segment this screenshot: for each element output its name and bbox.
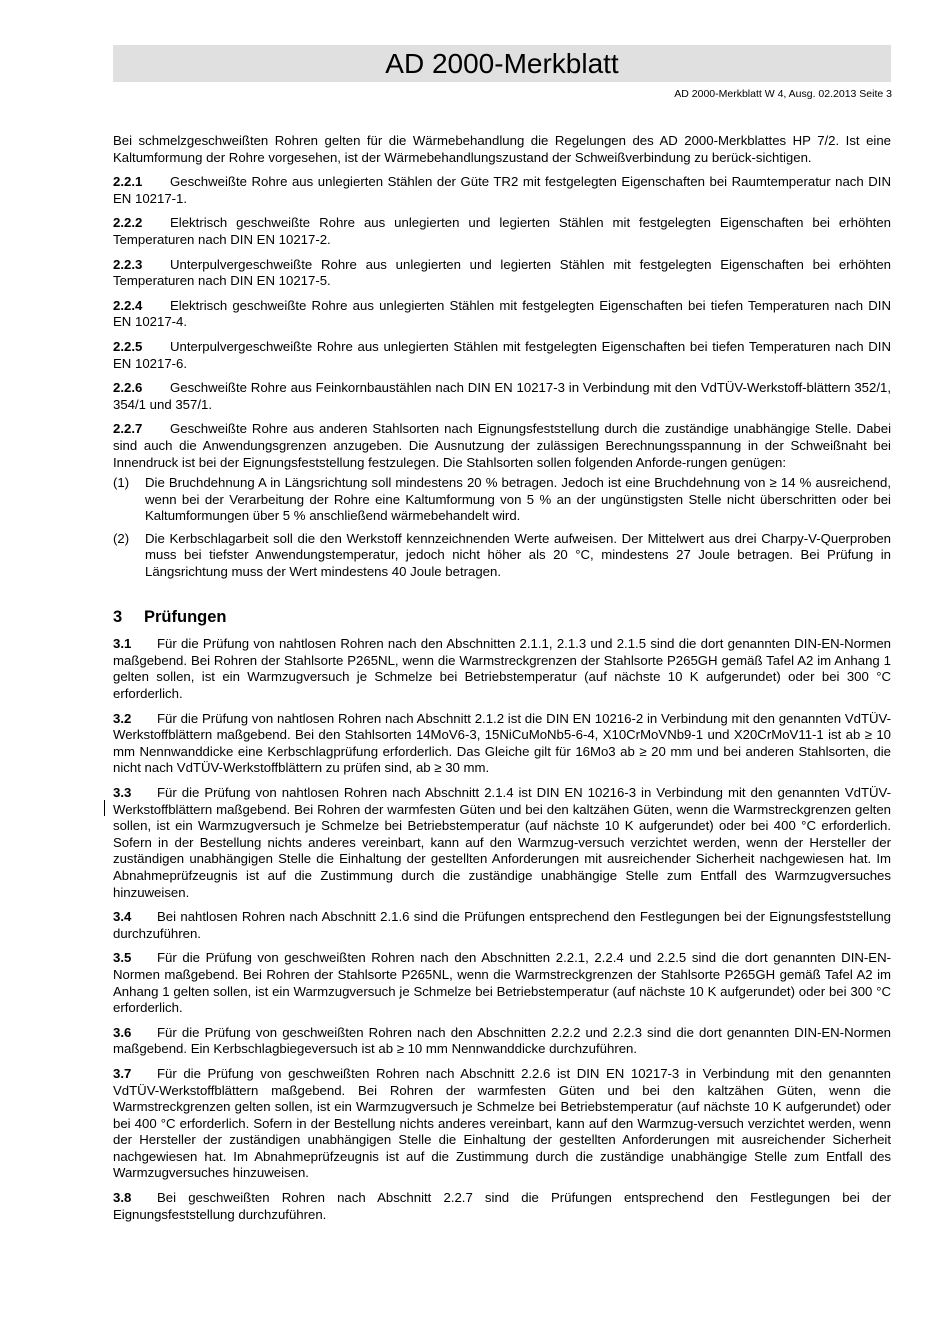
- heading-title: Prüfungen: [144, 607, 227, 626]
- paragraph-2-2-6: [113, 380, 891, 413]
- section-text: Elektrisch geschweißte Rohre aus unlegierten Stählen mit festgelegten Eigenschaften bei tiefen Temperaturen nach DIN EN 10217-4.: [113, 297, 891, 330]
- paragraph-2-2-5: [113, 339, 891, 372]
- paragraph-2-2-7: [113, 421, 891, 471]
- paragraph-3-4: [113, 909, 891, 942]
- section-text: Unterpulvergeschweißte Rohre aus unlegierten Stählen mit festgelegten Eigenschaften bei tiefen Temperaturen nach DIN EN 10217-6.: [113, 338, 891, 371]
- section-text: Bei nahtlosen Rohren nach Abschnitt 2.1.6 sind die Prüfungen entsprechend den Festlegungen bei der Eignungsfeststellung durchzuführen.: [113, 909, 891, 941]
- section-number: 3.6: [113, 1024, 132, 1040]
- document-title-bar: [113, 45, 891, 82]
- section-number: 3.7: [113, 1065, 132, 1081]
- paragraph-2-2-2: [113, 215, 891, 248]
- list-item: [113, 475, 891, 525]
- section-number: 3.3: [113, 785, 132, 800]
- paragraph-2-2-1: [113, 174, 891, 207]
- section-text: Geschweißte Rohre aus Feinkornbaustählen nach DIN EN 10217-3 in Verbindung mit den VdTÜV-Werkstoff-blättern 352/1, 354/1 und 357/1.: [113, 380, 891, 412]
- section-text: Für die Prüfung von nahtlosen Rohren nach Abschnitt 2.1.2 ist die DIN EN 10216-2 in Verbindung mit den genannten VdTÜV-Werkstoffblättern maßgebend. Bei den Stahlsorten 14MoV6-3, 15NiCuMoNb5-6-4, X10CrMoVNb9-1 und X20CrMoV11-1 ist ab ≥ 10 mm Nennwanddicke eine Kerbschlagprüfung erforderlich. Das Gleiche gilt für 16Mo3 ab ≥ 20 mm und bei anderen Stahlsorten, die nicht nach VdTÜV-Werkstoffblättern zu prüfen sind, ab ≥ 30 mm.: [113, 710, 891, 776]
- page-reference: AD 2000-Merkblatt W 4, Ausg. 02.2013 Seite 3: [674, 88, 892, 100]
- section-number: 2.2.3: [113, 256, 143, 272]
- section-text: Geschweißte Rohre aus unlegierten Stählen der Güte TR2 mit festgelegten Eigenschaften bei Raumtemperatur nach DIN EN 10217-1.: [113, 174, 891, 206]
- section-number: 2.2.7: [113, 421, 143, 437]
- document-body: [113, 133, 891, 1231]
- list-text: Die Kerbschlagarbeit soll die den Werkstoff kennzeichnenden Werte aufweisen. Der Mittelwert aus drei Charpy-V-Querproben muss bei tiefster Anwendungstemperatur, jedoch nicht höher als 20 °C, mindestens 27 Joule betragen. Bei Prüfung in Längsrichtung muss der Wert mindestens 40 Joule betragen.: [145, 530, 891, 580]
- section-text: Für die Prüfung von nahtlosen Rohren nach den Abschnitten 2.1.1, 2.1.3 und 2.1.5 sind die dort genannten DIN-EN-Normen maßgebend. Bei Rohren der Stahlsorte P265NL, wenn die Warmstreckgrenzen der Stahlsorte P265GH gemäß Tafel A2 im Anhang 1 gelten sollen, ist ein Warmzugversuch je Schmelze bei Betriebstemperatur (auf nächste 10 K aufgerundet) oder bei 300 °C erforderlich.: [113, 636, 891, 702]
- list-label: (2): [113, 530, 130, 546]
- paragraph-2-2-4: [113, 298, 891, 331]
- section-number: 2.2.6: [113, 380, 143, 396]
- section-number: 3.8: [113, 1190, 132, 1206]
- list-label: (1): [113, 475, 130, 491]
- paragraph-3-6: [113, 1025, 891, 1058]
- section-text: Bei geschweißten Rohren nach Abschnitt 2.2.7 sind die Prüfungen entsprechend den Festlegungen bei der Eignungsfeststellung durchzuführen.: [113, 1190, 891, 1222]
- section-text: Geschweißte Rohre aus anderen Stahlsorten nach Eignungsfeststellung durch die zuständige unabhängige Stelle. Dabei sind auch die Anwendungsgrenzen anzugeben. Die Ausnutzung der zulässigen Berechnungsspannung in der Schweißnaht bei Innendruck ist bei der Eignungsfeststellung festzulegen. Die Stahlsorten sollen folgenden Anforde-rungen genügen:: [113, 421, 891, 470]
- heading-number: 3: [113, 607, 123, 626]
- list-text: Die Bruchdehnung A in Längsrichtung soll mindestens 20 % betragen. Jedoch ist eine Bruchdehnung von ≥ 14 % ausreichend, wenn bei der Verarbeitung der Rohre eine Kaltumformung von 5 % an der ungünstigsten Stelle nicht überschritten oder bei Kaltumformungen über 5 % anschließend wärmebehandelt wird.: [145, 475, 891, 524]
- paragraph-3-5: [113, 950, 891, 1016]
- section-text: Elektrisch geschweißte Rohre aus unlegierten und legierten Stählen mit festgelegten Eigenschaften bei erhöhten Temperaturen nach DIN EN 10217-2.: [113, 215, 891, 247]
- section-number: 3.4: [113, 909, 132, 925]
- section-number: 2.2.2: [113, 215, 143, 231]
- section-text: Für die Prüfung von geschweißten Rohren nach Abschnitt 2.2.6 ist DIN EN 10217-3 in Verbindung mit den genannten VdTÜV-Werkstoffblättern maßgebend. Bei Rohren der warmfesten Güten und bei den kaltzähen Güten, wenn die Warmstreckgrenzen gelten sollen, ist ein Warmzugversuch je Schmelze bei Betriebstemperatur (auf nächste 10 K aufgerundet) oder bei 400 °C erforderlich. Sofern in der Bestellung nichts anderes vereinbart, kann auf den Warmzug-versuch verzichtet werden, wenn der Hersteller der zuständigen unabhängigen Stelle die Einhaltung der gestellten Anforderungen mit ausreichender Sicherheit nachgewiesen hat. Im Abnahmeprüfzeugnis ist auf die Zustimmung durch die zuständige unabhängige Stelle zum Entfall des Warmzugversuches hinzuweisen.: [113, 1065, 891, 1181]
- section-text: Für die Prüfung von geschweißten Rohren nach den Abschnitten 2.2.1, 2.2.4 und 2.2.5 sind die dort genannten DIN-EN-Normen maßgebend. Bei Rohren der Stahlsorte P265NL, wenn die Warmstreckgrenzen der Stahlsorte P265GH gemäß Tafel A2 im Anhang 1 gelten sollen, ist ein Warmzugversuch je Schmelze bei Betriebstemperatur (auf nächste 10 K aufgerundet) oder bei 300 °C erforderlich.: [113, 950, 891, 1016]
- paragraph-3-2: [113, 711, 891, 777]
- section-number: 3.5: [113, 950, 132, 966]
- paragraph-3-1: [113, 636, 891, 702]
- section-text: Für die Prüfung von nahtlosen Rohren nach Abschnitt 2.1.4 ist DIN EN 10216-3 in Verbindung mit den genannten VdTÜV-Werkstoffblättern maßgebend. Bei Rohren der warmfesten Güten und bei den kaltzähen Güten, wenn die Warmstreckgrenzen gelten sollen, ist ein Warmzugversuch je Schmelze bei Betriebstemperatur (auf nächste 10 K aufgerundet) oder bei 400 °C erforderlich. Sofern in der Bestellung nichts anderes vereinbart, kann auf den Warmzug-versuch verzichtet werden, wenn der Hersteller der zuständigen unabhängigen Stelle die Einhaltung der gestellten Anforderungen mit ausreichender Sicherheit nachgewiesen hat. Im Abnahmeprüfzeugnis ist auf die Zustimmung durch die zuständige unabhängige Stelle zum Entfall des Warmzugversuches hinzuweisen.: [113, 785, 891, 900]
- section-text: Für die Prüfung von geschweißten Rohren nach den Abschnitten 2.2.2 und 2.2.3 sind die dort genannten DIN-EN-Normen maßgebend. Ein Kerbschlagbiegeversuch ist ab ≥ 10 mm Nennwanddicke durchzuführen.: [113, 1024, 891, 1057]
- paragraph-3-8: [113, 1190, 891, 1223]
- list-item: [113, 531, 891, 581]
- section-heading-3: [113, 609, 891, 626]
- section-number: 3.1: [113, 636, 132, 652]
- paragraph-2-2-3: [113, 257, 891, 290]
- section-number: 3.2: [113, 710, 132, 726]
- section-number: 2.2.4: [113, 297, 143, 313]
- paragraph-3-7: [113, 1066, 891, 1182]
- section-number: 2.2.5: [113, 338, 143, 354]
- intro-paragraph: Bei schmelzgeschweißten Rohren gelten für die Wärmebehandlung die Regelungen des AD 2000-Merkblattes HP 7/2. Ist eine Kaltumformung der Rohre vorgesehen, ist der Wärmebehandlungszustand der Schweißverbindung zu berück-sichtigen.: [113, 133, 891, 165]
- document-title: AD 2000-Merkblatt: [385, 48, 619, 79]
- paragraph-3-3: [113, 785, 891, 901]
- section-number: 2.2.1: [113, 174, 143, 190]
- section-text: Unterpulvergeschweißte Rohre aus unlegierten und legierten Stählen mit festgelegten Eigenschaften bei erhöhten Temperaturen nach DIN EN 10217-5.: [113, 256, 891, 289]
- change-bar: [104, 800, 105, 816]
